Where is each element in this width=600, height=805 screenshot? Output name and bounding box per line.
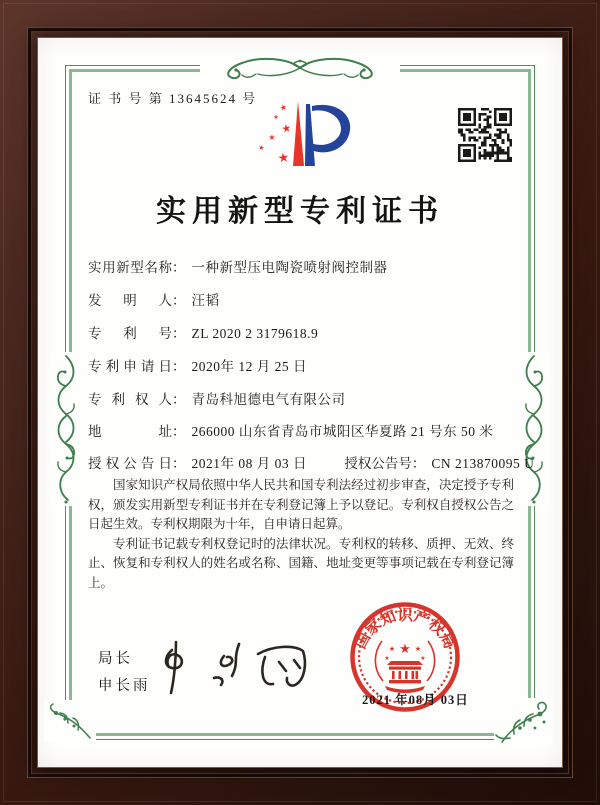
field-row-grant: 授权公告日： 2021年 08 月 03 日 授权公告号： CN 213870095 U bbox=[88, 452, 534, 472]
field-label: 授权公告日 bbox=[88, 456, 172, 471]
field-value: 汪韬 bbox=[191, 293, 220, 308]
svg-text:★: ★ bbox=[278, 102, 288, 113]
field-value: 2021年 08 月 03 日 bbox=[191, 456, 307, 471]
field-row-inventor: 发明人： 汪韬 bbox=[88, 289, 220, 309]
left-flourish-ornament bbox=[50, 352, 82, 506]
svg-text:★: ★ bbox=[420, 655, 426, 662]
svg-text:★: ★ bbox=[384, 655, 390, 662]
top-flourish-ornament bbox=[200, 54, 400, 82]
field-value: 2020年 12 月 25 日 bbox=[191, 359, 307, 374]
svg-text:★: ★ bbox=[257, 143, 266, 153]
field-label: 专利权人 bbox=[88, 392, 172, 407]
field-value: 一种新型压电陶瓷喷射阀控制器 bbox=[191, 260, 388, 275]
signer-title: 局长 bbox=[98, 651, 133, 667]
right-flourish-ornament bbox=[518, 352, 550, 506]
certificate-paper bbox=[38, 38, 562, 767]
national-emblem bbox=[384, 642, 425, 693]
legal-paragraph-1: 国家知识产权局依照中华人民共和国专利法经过初步审查，决定授予专利权，颁发实用新型专利证书并在专利登记簿上予以登记。专利权自授权公告之日起生效。专利权期限为十年，自申请日起算。 bbox=[88, 478, 514, 531]
legal-paragraph-2: 专利证书记载专利权登记时的法律状况。专利权的转移、质押、无效、终止、恢复和专利权人的姓名或名称、国籍、地址变更等事项记载在专利登记簿上。 bbox=[88, 536, 514, 590]
qr-code bbox=[458, 108, 512, 162]
field-label: 发明人 bbox=[88, 293, 172, 308]
certificate-title: 实用新型专利证书 bbox=[156, 195, 444, 228]
legal-text bbox=[88, 476, 514, 593]
certificate-number: 证 书 号 第 13645624 号 bbox=[88, 91, 258, 106]
bottom-left-floral-ornament bbox=[44, 700, 96, 742]
field-row-filing-date: 专利申请日： 2020年 12 月 25 日 bbox=[88, 355, 307, 375]
field-label: 专利申请日 bbox=[88, 359, 172, 374]
grant-no-value: CN 213870095 U bbox=[431, 456, 535, 471]
svg-text:★: ★ bbox=[280, 121, 293, 136]
svg-text:★: ★ bbox=[414, 645, 422, 653]
signer-name: 申长雨 bbox=[98, 678, 151, 694]
svg-text:★: ★ bbox=[276, 150, 291, 167]
seal-text: 国家知识产权局 bbox=[351, 606, 459, 652]
field-label: 地址 bbox=[88, 424, 172, 439]
handwritten-signature bbox=[140, 634, 325, 698]
field-label: 实用新型名称 bbox=[88, 260, 172, 275]
field-row-address: 地址： 266000 山东省青岛市城阳区华夏路 21 号东 50 米 bbox=[88, 420, 493, 440]
svg-text:★: ★ bbox=[399, 642, 411, 657]
field-label: 专利号 bbox=[88, 326, 172, 341]
bottom-right-floral-ornament bbox=[494, 698, 552, 746]
field-value: 青岛科旭德电气有限公司 bbox=[191, 392, 346, 407]
cnipa-patent-logo-icon bbox=[240, 94, 360, 176]
svg-text:★: ★ bbox=[273, 114, 279, 121]
field-value: ZL 2020 2 3179618.9 bbox=[191, 326, 319, 341]
svg-text:★: ★ bbox=[388, 645, 396, 653]
field-value: 266000 山东省青岛市城阳区华夏路 21 号东 50 米 bbox=[191, 424, 494, 439]
field-row-patentee: 专利权人： 青岛科旭德电气有限公司 bbox=[88, 388, 346, 408]
seal-date: 2021 年08月 03日 bbox=[362, 693, 469, 707]
field-row-name: 实用新型名称： 一种新型压电陶瓷喷射阀控制器 bbox=[88, 256, 388, 276]
field-row-patent-no: 专利号： ZL 2020 2 3179618.9 bbox=[88, 322, 318, 342]
svg-text:★: ★ bbox=[268, 133, 276, 142]
grant-no-label: 授权公告号 bbox=[344, 456, 412, 471]
